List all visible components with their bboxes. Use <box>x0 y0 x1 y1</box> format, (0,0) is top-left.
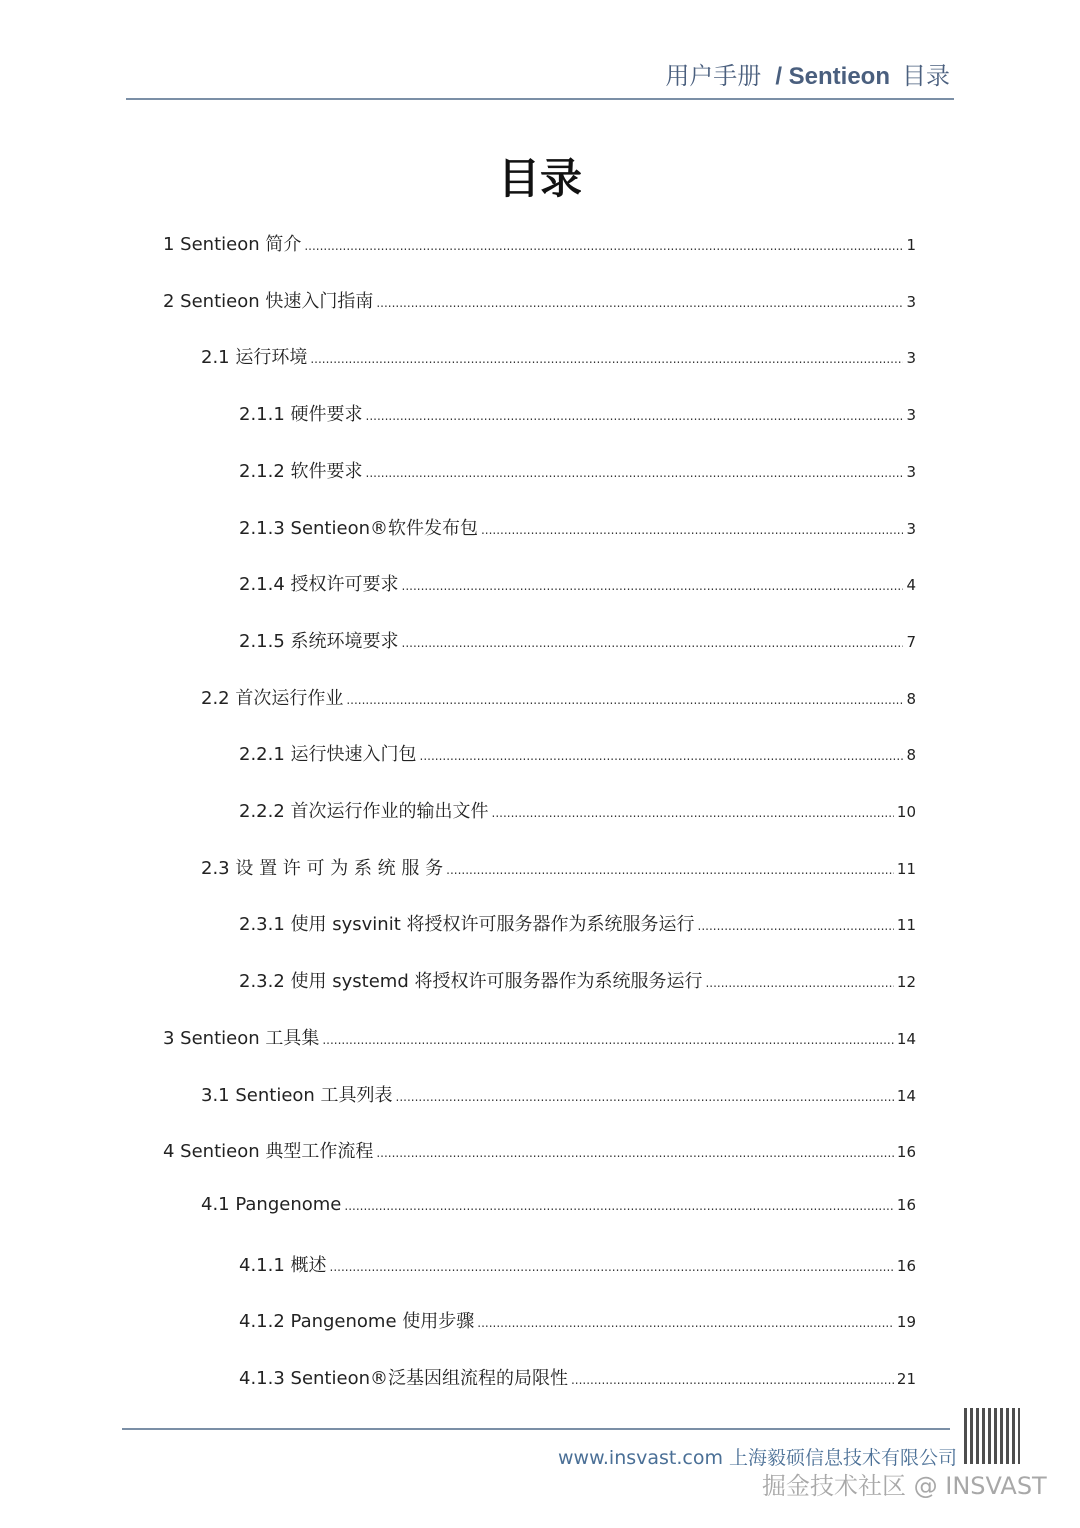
toc-entry[interactable] <box>239 457 916 487</box>
toc-entry-title: 2.2 首次运行作业 <box>201 687 344 709</box>
toc-entry[interactable] <box>201 684 916 714</box>
toc-entry-page: 10 <box>896 803 916 821</box>
footer-company: 上海毅硕信息技术有限公司 <box>729 1447 958 1469</box>
running-header <box>665 56 950 91</box>
toc-entry-page: 11 <box>896 916 916 935</box>
toc-entry[interactable] <box>239 400 916 430</box>
watermark: 掘金技术社区 @ INSVAST <box>762 1472 1047 1500</box>
dot-leader <box>330 1260 894 1274</box>
dot-leader <box>304 239 903 253</box>
toc-entry[interactable] <box>239 627 916 657</box>
toc-entry-title: 2.1.1 硬件要求 <box>239 404 363 426</box>
header-section: 目录 <box>902 62 950 90</box>
header-rule <box>126 98 954 100</box>
toc-entry[interactable] <box>163 230 916 260</box>
toc-entry-title: 4.1.1 概述 <box>239 1254 327 1276</box>
toc-entry-page: 1 <box>906 236 916 254</box>
toc-entry-title: 4.1 Pangenome <box>201 1193 342 1215</box>
dot-leader <box>477 1316 894 1330</box>
footer-website[interactable]: www.insvast.com <box>558 1447 723 1469</box>
dot-leader <box>366 466 904 480</box>
toc-entry-page: 7 <box>906 632 916 651</box>
toc-entry-page: 11 <box>896 859 916 878</box>
toc-entry[interactable] <box>239 1364 916 1394</box>
toc-entry[interactable] <box>239 740 916 770</box>
toc-entry-title: 4.1.2 Pangenome 使用步骤 <box>239 1311 475 1333</box>
dot-leader <box>310 352 903 366</box>
header-manual: 用户手册 <box>665 62 762 90</box>
toc-entry-page: 14 <box>896 1086 916 1105</box>
toc-entry-title: 2.1.5 系统环境要求 <box>239 630 399 652</box>
toc-entry-page: 19 <box>896 1313 916 1332</box>
toc-entry-title: 2.2.1 运行快速入门包 <box>239 744 417 766</box>
toc-entry[interactable] <box>239 570 916 600</box>
toc-entry[interactable] <box>201 854 916 884</box>
toc-entry-title: 2 Sentieon 快速入门指南 <box>163 290 374 312</box>
toc-entry[interactable] <box>201 1194 916 1224</box>
toc-entry[interactable] <box>239 797 916 827</box>
dot-leader <box>402 579 904 593</box>
qr-code <box>964 1408 1020 1464</box>
toc-entry-page: 4 <box>906 576 916 595</box>
toc-entry-page: 21 <box>896 1370 916 1388</box>
toc-entry[interactable] <box>239 910 916 940</box>
toc-entry-page: 14 <box>896 1029 916 1048</box>
toc-entry-page: 12 <box>896 973 916 992</box>
toc-entry-title: 2.2.2 首次运行作业的输出文件 <box>239 801 489 822</box>
dot-leader <box>492 806 894 820</box>
toc-entry[interactable] <box>163 1137 916 1167</box>
toc-entry-page: 8 <box>906 746 916 765</box>
dot-leader <box>346 693 903 707</box>
toc-entry[interactable] <box>201 1081 916 1111</box>
toc-entry-page: 16 <box>896 1195 916 1214</box>
dot-leader <box>376 296 903 310</box>
toc-entry-title: 2.3.2 使用 systemd 将授权许可服务器作为系统服务运行 <box>239 971 703 993</box>
toc-entry-page: 16 <box>896 1256 916 1275</box>
toc-entry[interactable] <box>201 343 916 373</box>
dot-leader <box>396 1090 894 1104</box>
dot-leader <box>402 636 904 650</box>
toc-entry-page: 16 <box>896 1143 916 1162</box>
toc-entry-title: 4 Sentieon 典型工作流程 <box>163 1141 374 1163</box>
toc-entry-title: 2.3 设 置 许 可 为 系 统 服 务 <box>201 857 444 879</box>
dot-leader <box>698 919 894 933</box>
toc-entry-title: 2.3.1 使用 sysvinit 将授权许可服务器作为系统服务运行 <box>239 914 695 936</box>
page-title: 目录 <box>497 154 582 203</box>
footer-rule <box>122 1428 950 1430</box>
toc-entry-title: 3 Sentieon 工具集 <box>163 1027 320 1049</box>
toc-entry-title: 4.1.3 Sentieon®泛基因组流程的局限性 <box>239 1368 568 1389</box>
dot-leader <box>571 1373 894 1387</box>
toc-entry-title: 2.1.3 Sentieon®软件发布包 <box>239 517 478 539</box>
toc-entry-page: 3 <box>906 462 916 481</box>
toc-entry[interactable] <box>163 1024 916 1054</box>
toc-entry-page: 3 <box>906 349 916 368</box>
toc-entry-page: 3 <box>906 406 916 425</box>
toc-entry[interactable] <box>239 514 916 544</box>
toc-entry[interactable] <box>239 1251 916 1281</box>
header-product: / Sentieon <box>775 63 890 90</box>
toc-entry-title: 1 Sentieon 简介 <box>163 234 302 255</box>
dot-leader <box>481 523 903 537</box>
toc-entry-title: 2.1 运行环境 <box>201 347 308 369</box>
toc-entry[interactable] <box>239 1307 916 1337</box>
toc-entry[interactable] <box>239 967 916 997</box>
dot-leader <box>446 863 894 877</box>
dot-leader <box>420 749 904 763</box>
toc-entry[interactable] <box>163 287 916 317</box>
dot-leader <box>322 1033 894 1047</box>
toc-entry-title: 2.1.4 授权许可要求 <box>239 574 399 596</box>
dot-leader <box>376 1146 894 1160</box>
toc-entry-page: 8 <box>906 689 916 708</box>
dot-leader <box>366 409 904 423</box>
toc-entry-title: 2.1.2 软件要求 <box>239 460 363 482</box>
toc-entry-page: 3 <box>906 292 916 311</box>
toc-entry-page: 3 <box>906 519 916 538</box>
toc-entry-title: 3.1 Sentieon 工具列表 <box>201 1084 393 1106</box>
dot-leader <box>705 976 893 990</box>
dot-leader <box>344 1199 894 1213</box>
